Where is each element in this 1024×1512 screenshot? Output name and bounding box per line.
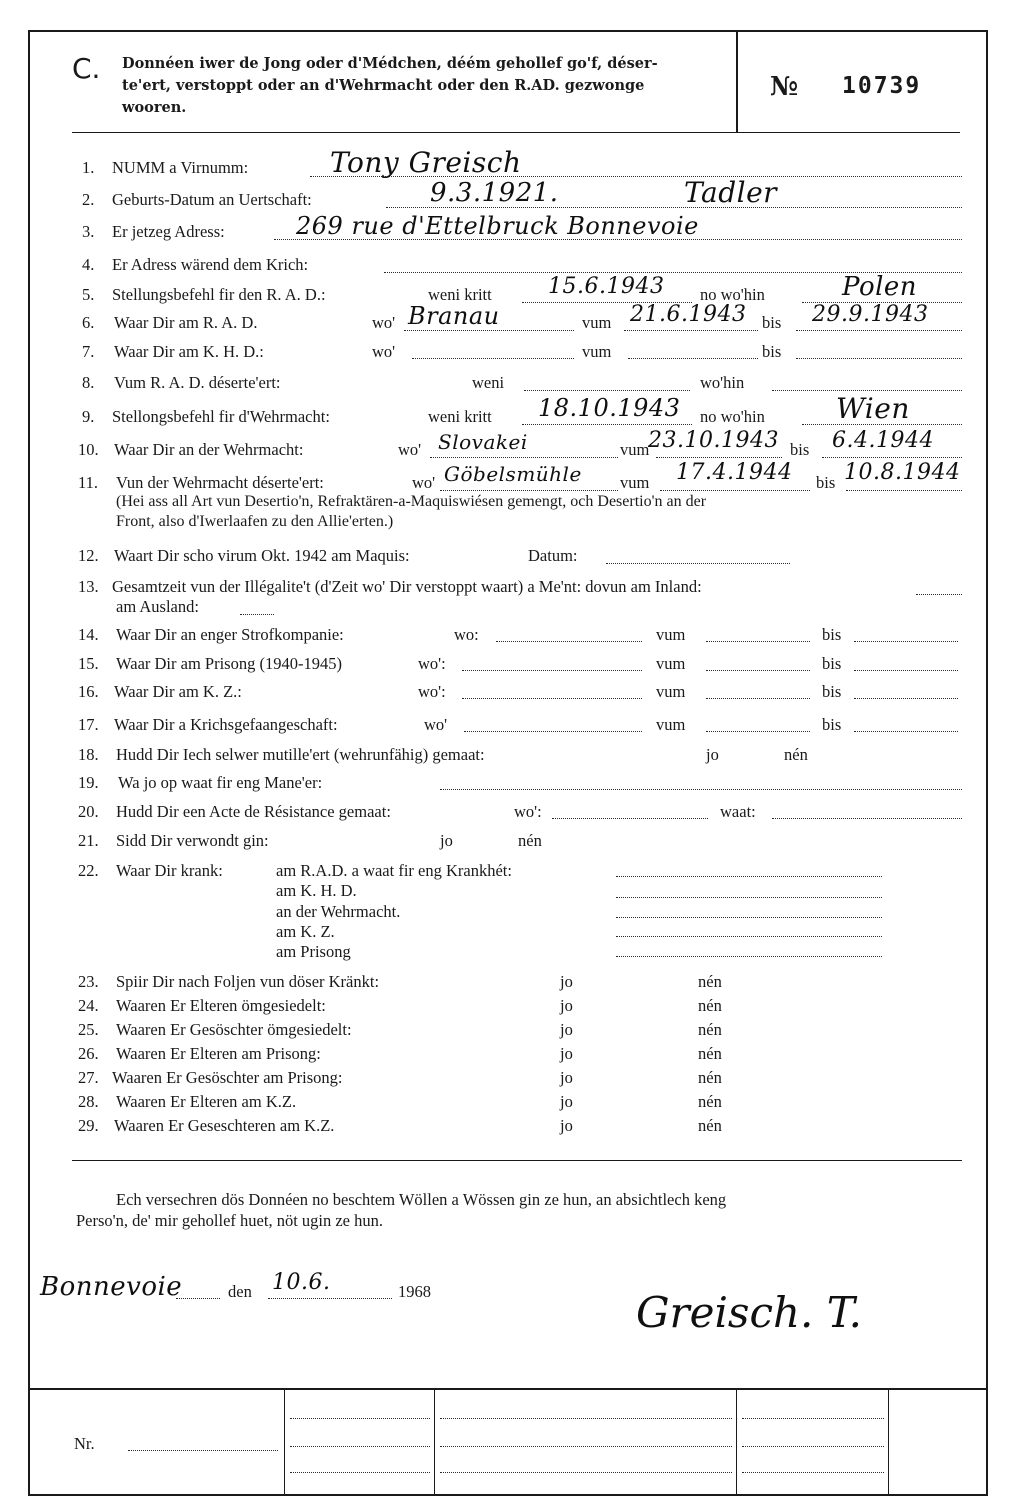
item-6-bis-line xyxy=(796,330,962,331)
footer-top-rule xyxy=(28,1388,988,1390)
number-label: № xyxy=(770,72,799,102)
item-15-vum-line xyxy=(706,670,810,671)
item-7-bis-line xyxy=(796,358,962,359)
item-11-note-1: (Hei ass all Art vun Desertio'n, Refraktären-a-Maquiswiésen gemengt, och Desertio'n an der xyxy=(116,493,707,510)
item-25-label: Waaren Er Gesöschter ömgesiedelt: xyxy=(116,1020,352,1039)
signature-den-label: den xyxy=(228,1282,252,1301)
item-17-number: 17. xyxy=(78,715,99,734)
item-25-nen[interactable]: nén xyxy=(698,1020,722,1039)
item-19-line xyxy=(440,789,962,790)
item-29-jo[interactable]: jo xyxy=(560,1116,573,1135)
footer-divider-3 xyxy=(736,1388,737,1496)
item-20-waat-label: waat: xyxy=(720,802,756,821)
item-2-place: Tadler xyxy=(684,176,778,209)
item-16-bis-line xyxy=(854,698,958,699)
item-22-sub-4-line xyxy=(616,936,882,937)
item-6-wo-label: wo' xyxy=(372,313,396,332)
item-15-bis-line xyxy=(854,670,958,671)
item-6-vum-line xyxy=(624,330,758,331)
item-8-label: Vum R. A. D. déserte'ert: xyxy=(114,373,281,392)
item-20-wo-line xyxy=(552,818,708,819)
item-27-jo[interactable]: jo xyxy=(560,1068,573,1087)
item-22-sub-5: am Prisong xyxy=(276,942,351,961)
item-9-label: Stellongsbefehl fir d'Wehrmacht: xyxy=(112,407,330,426)
footer-cell-line-4b xyxy=(742,1446,884,1447)
item-11-label: Vun der Wehrmacht déserte'ert: xyxy=(116,473,324,492)
item-14-vum-label: vum xyxy=(656,625,686,644)
item-28-number: 28. xyxy=(78,1092,99,1111)
header-line-3: wooren. xyxy=(122,99,187,116)
item-15-vum-label: vum xyxy=(656,654,686,673)
item-22-sub-5-line xyxy=(616,956,882,957)
item-28-jo[interactable]: jo xyxy=(560,1092,573,1111)
footer-cell-line-3a xyxy=(440,1418,732,1419)
declaration-line-1: Ech versechren dös Donnéen no beschtem Wöllen a Wössen gin ze hun, an absichtlech keng xyxy=(116,1190,727,1209)
item-10-number: 10. xyxy=(78,440,99,459)
item-18-number: 18. xyxy=(78,745,99,764)
item-28-label: Waaren Er Elteren am K.Z. xyxy=(116,1092,297,1111)
item-11-wo-line xyxy=(440,490,618,491)
item-11-bis: 10.8.1944 xyxy=(844,460,961,485)
item-4-label: Er Adress wärend dem Krich: xyxy=(112,255,309,274)
signature-year: 1968 xyxy=(398,1282,431,1301)
item-2-number: 2. xyxy=(82,190,95,209)
item-15-wo-label: wo': xyxy=(418,654,446,673)
item-15-bis-label: bis xyxy=(822,654,842,673)
item-28-nen[interactable]: nén xyxy=(698,1092,722,1111)
item-27-number: 27. xyxy=(78,1068,99,1087)
item-18-nen[interactable]: nén xyxy=(784,745,808,764)
item-14-wo-label: wo: xyxy=(454,625,479,644)
item-10-wo-label: wo' xyxy=(398,440,422,459)
item-18-label: Hudd Dir Iech selwer mutille'ert (wehrunfähig) gemaat: xyxy=(116,745,485,764)
header-rule xyxy=(72,132,960,133)
item-3-number: 3. xyxy=(82,222,95,241)
item-26-nen[interactable]: nén xyxy=(698,1044,722,1063)
item-17-bis-line xyxy=(854,731,958,732)
item-15-number: 15. xyxy=(78,654,99,673)
item-9-when: 18.10.1943 xyxy=(538,394,681,422)
item-24-nen[interactable]: nén xyxy=(698,996,722,1015)
footer-cell-line-4c xyxy=(742,1472,884,1473)
item-24-jo[interactable]: jo xyxy=(560,996,573,1015)
footer-cell-line-2c xyxy=(290,1472,430,1473)
item-16-vum-label: vum xyxy=(656,682,686,701)
item-14-vum-line xyxy=(706,641,810,642)
item-6-vum-label: vum xyxy=(582,313,612,332)
item-11-wo: Göbelsmühle xyxy=(444,462,582,486)
item-29-number: 29. xyxy=(78,1116,99,1135)
item-21-nen[interactable]: nén xyxy=(518,831,542,850)
item-9-when-line xyxy=(522,424,692,425)
item-11-bis-line xyxy=(846,490,962,491)
item-18-jo[interactable]: jo xyxy=(706,745,719,764)
item-24-number: 24. xyxy=(78,996,99,1015)
item-22-sub-1: am R.A.D. a waat fir eng Krankhét: xyxy=(276,861,512,880)
item-2-label: Geburts-Datum an Uertschaft: xyxy=(112,190,312,209)
footer-nr-line xyxy=(128,1450,278,1451)
item-11-vum: 17.4.1944 xyxy=(676,460,793,485)
item-14-bis-line xyxy=(854,641,958,642)
item-7-wo-line xyxy=(412,358,574,359)
item-15-wo-line xyxy=(462,670,642,671)
footer-cell-line-4a xyxy=(742,1418,884,1419)
item-21-jo[interactable]: jo xyxy=(440,831,453,850)
item-26-label: Waaren Er Elteren am Prisong: xyxy=(116,1044,321,1063)
item-14-label: Waar Dir an enger Strofkompanie: xyxy=(116,625,344,644)
item-10-bis-line xyxy=(822,457,962,458)
item-2-date: 9.3.1921. xyxy=(430,178,559,208)
item-3-label: Er jetzeg Adress: xyxy=(112,222,225,241)
footer-divider-2 xyxy=(434,1388,435,1496)
item-13-ausland-line xyxy=(240,614,274,615)
item-10-wo: Slovakei xyxy=(438,430,528,454)
item-20-waat-line xyxy=(772,818,962,819)
item-6-wo: Branau xyxy=(408,302,500,330)
footer-divider-4 xyxy=(888,1388,889,1496)
item-26-number: 26. xyxy=(78,1044,99,1063)
footer-cell-line-3c xyxy=(440,1472,732,1473)
item-5-where-label: no wo'hin xyxy=(700,285,765,304)
item-22-sub-4: am K. Z. xyxy=(276,922,335,941)
items-end-rule xyxy=(72,1160,962,1161)
item-8-weni-label: weni xyxy=(472,373,505,392)
item-12-number: 12. xyxy=(78,546,99,565)
item-19-number: 19. xyxy=(78,773,99,792)
item-13-ausland-label: am Ausland: xyxy=(116,597,199,616)
item-26-jo[interactable]: jo xyxy=(560,1044,573,1063)
item-16-wo-line xyxy=(462,698,642,699)
item-29-label: Waaren Er Geseschteren am K.Z. xyxy=(114,1116,335,1135)
item-6-wo-line xyxy=(404,330,574,331)
declaration-line-2: Perso'n, de' mir gehollef huet, nöt ugin ze hun. xyxy=(76,1211,384,1230)
item-16-number: 16. xyxy=(78,682,99,701)
item-10-wo-line xyxy=(430,457,618,458)
item-9-where-label: no wo'hin xyxy=(700,407,765,426)
item-7-bis-label: bis xyxy=(762,342,782,361)
item-25-jo[interactable]: jo xyxy=(560,1020,573,1039)
item-1-label: NUMM a Virnumm: xyxy=(112,158,249,177)
item-22-sub-2-line xyxy=(616,897,882,898)
item-14-bis-label: bis xyxy=(822,625,842,644)
item-27-nen[interactable]: nén xyxy=(698,1068,722,1087)
item-24-label: Waaren Er Elteren ömgesiedelt: xyxy=(116,996,326,1015)
item-1-answer: Tony Greisch xyxy=(330,146,522,179)
item-22-sub-2: am K. H. D. xyxy=(276,881,357,900)
item-12-datum-line xyxy=(606,563,790,564)
item-14-wo-line xyxy=(496,641,642,642)
item-11-vum-line xyxy=(660,490,810,491)
item-9-when-label: weni kritt xyxy=(428,407,492,426)
item-10-label: Waar Dir an der Wehrmacht: xyxy=(114,440,304,459)
item-23-jo[interactable]: jo xyxy=(560,972,573,991)
item-7-number: 7. xyxy=(82,342,95,361)
item-17-bis-label: bis xyxy=(822,715,842,734)
item-11-number: 11. xyxy=(78,473,99,492)
item-10-bis-label: bis xyxy=(790,440,810,459)
item-23-nen[interactable]: nén xyxy=(698,972,722,991)
item-9-number: 9. xyxy=(82,407,95,426)
item-13-inland-line xyxy=(916,594,962,595)
item-7-vum-label: vum xyxy=(582,342,612,361)
item-7-label: Waar Dir am K. H. D.: xyxy=(114,342,264,361)
item-13-number: 13. xyxy=(78,577,99,596)
item-25-number: 25. xyxy=(78,1020,99,1039)
item-4-number: 4. xyxy=(82,255,95,274)
item-17-vum-label: vum xyxy=(656,715,686,734)
item-29-nen[interactable]: nén xyxy=(698,1116,722,1135)
signature-place-line xyxy=(176,1298,220,1299)
item-17-wo-label: wo' xyxy=(424,715,448,734)
item-10-vum-line xyxy=(656,457,782,458)
item-20-label: Hudd Dir een Acte de Résistance gemaat: xyxy=(116,802,391,821)
item-9-where: Wien xyxy=(836,392,910,425)
item-14-number: 14. xyxy=(78,625,99,644)
item-23-label: Spiir Dir nach Foljen vun döser Kränkt: xyxy=(116,972,380,991)
item-8-wohin-label: wo'hin xyxy=(700,373,745,392)
signature-place: Bonnevoie xyxy=(40,1272,183,1302)
item-7-wo-label: wo' xyxy=(372,342,396,361)
item-6-bis: 29.9.1943 xyxy=(812,302,929,327)
footer-cell-line-2b xyxy=(290,1446,430,1447)
item-10-bis: 6.4.1944 xyxy=(832,428,934,453)
footer-cell-line-3b xyxy=(440,1446,732,1447)
item-16-vum-line xyxy=(706,698,810,699)
header-line-1: Donnéen iwer de Jong oder d'Médchen, déém gehollef go'f, déser- xyxy=(122,55,658,72)
item-6-label: Waar Dir am R. A. D. xyxy=(114,313,258,332)
item-10-vum-label: vum xyxy=(620,440,650,459)
item-15-label: Waar Dir am Prisong (1940-1945) xyxy=(116,654,342,673)
item-5-where: Polen xyxy=(842,272,918,302)
item-8-weni-line xyxy=(524,390,690,391)
signature-date: 10.6. xyxy=(272,1270,331,1295)
footer-nr-label: Nr. xyxy=(74,1434,95,1453)
item-17-label: Waar Dir a Krichsgefaangeschaft: xyxy=(114,715,338,734)
item-11-note-2: Front, also d'Iwerlaafen zu den Allie'erten.) xyxy=(116,513,394,530)
item-21-label: Sidd Dir verwondt gin: xyxy=(116,831,269,850)
item-22-sub-1-line xyxy=(616,876,882,877)
item-6-vum: 21.6.1943 xyxy=(630,302,747,327)
item-20-number: 20. xyxy=(78,802,99,821)
item-5-number: 5. xyxy=(82,285,95,304)
item-11-wo-label: wo' xyxy=(412,473,436,492)
item-10-vum: 23.10.1943 xyxy=(648,428,779,453)
item-8-wohin-line xyxy=(772,390,962,391)
item-22-sub-3-line xyxy=(616,917,882,918)
item-12-label: Waart Dir scho virum Okt. 1942 am Maquis: xyxy=(114,546,410,565)
item-16-label: Waar Dir am K. Z.: xyxy=(114,682,242,701)
item-7-vum-line xyxy=(628,358,758,359)
header-divider xyxy=(736,30,738,132)
item-5-when: 15.6.1943 xyxy=(548,274,665,299)
item-20-wo-label: wo': xyxy=(514,802,542,821)
item-17-wo-line xyxy=(464,731,642,732)
item-5-when-label: weni kritt xyxy=(428,285,492,304)
item-13-label: Gesamtzeit vun der Illégalite't (d'Zeit wo' Dir verstoppt waart) a Me'nt: dovun am Inland: xyxy=(112,577,702,596)
item-12-datum-label: Datum: xyxy=(528,546,578,565)
document-number: 10739 xyxy=(842,73,922,99)
item-3-answer: 269 rue d'Ettelbruck Bonnevoie xyxy=(296,212,699,240)
item-22-sub-3: an der Wehrmacht. xyxy=(276,902,401,921)
signature-date-line xyxy=(268,1298,392,1299)
section-letter: C. xyxy=(72,52,101,85)
item-16-bis-label: bis xyxy=(822,682,842,701)
item-17-vum-line xyxy=(706,731,810,732)
item-21-number: 21. xyxy=(78,831,99,850)
item-22-label: Waar Dir krank: xyxy=(116,861,223,880)
item-27-label: Waaren Er Gesöschter am Prisong: xyxy=(112,1068,343,1087)
header-line-2: te'ert, verstoppt oder an d'Wehrmacht oder den R.AD. gezwonge xyxy=(122,77,645,94)
item-23-number: 23. xyxy=(78,972,99,991)
item-6-bis-label: bis xyxy=(762,313,782,332)
footer-cell-line-2a xyxy=(290,1418,430,1419)
item-22-number: 22. xyxy=(78,861,99,880)
item-19-label: Wa jo op waat fir eng Mane'er: xyxy=(118,773,323,792)
item-6-number: 6. xyxy=(82,313,95,332)
footer-divider-1 xyxy=(284,1388,285,1496)
item-1-number: 1. xyxy=(82,158,95,177)
item-8-number: 8. xyxy=(82,373,95,392)
item-11-vum-label: vum xyxy=(620,473,650,492)
item-5-label: Stellungsbefehl fir den R. A. D.: xyxy=(112,285,326,304)
item-16-wo-label: wo': xyxy=(418,682,446,701)
signature: Greisch. T. xyxy=(636,1288,862,1337)
item-11-bis-label: bis xyxy=(816,473,836,492)
